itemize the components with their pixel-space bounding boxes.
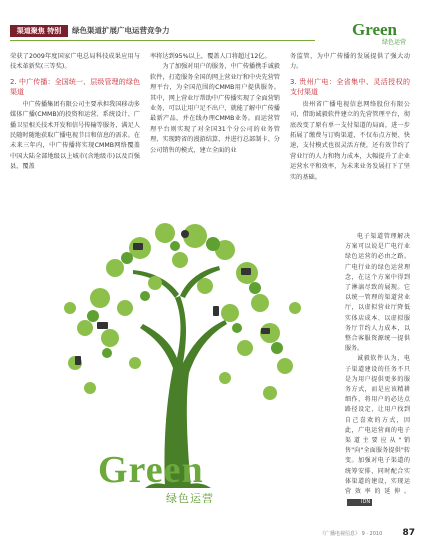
paragraph	[345, 354, 410, 507]
tv-icon	[133, 243, 143, 250]
column-3-continued	[345, 232, 410, 522]
section-badge: 渠道聚焦 特别	[10, 25, 68, 37]
logo-cn: 绿色运营	[382, 39, 407, 46]
end-mark: IDN	[347, 499, 372, 506]
paragraph: 贵州省广播电视信息网络股份有限公司，借助诚毅软件建立的先营管理平台，彻底改变了原有单一支付渠道的局面，进一步拓展了缴费与订购渠道，不仅布点方便、快速，支付模式也很灵活方便，还有效节约了营业厅的人力和物力成本，大幅提升了企业运营水平和效率，为未来业务发展打下了坚实的基础。	[290, 100, 410, 181]
logo-word: Green	[352, 20, 398, 39]
paragraph: 荣获了2009年度国家广电总局科技成果应用与技术革新奖(三等奖)。	[10, 53, 140, 71]
paragraph: 务监管，为中广传播的发展提供了强大动力。	[290, 53, 410, 71]
paragraph: 电子渠道管理解决方案可以说是广电行业绿色运营的必由之路。广电行业的绿色运营理念，在这个方案中得到了淋漓尽致的展现。它以统一管理的渠道营业厅，以虚拟营业厅降低实体店成本、以虚拟服务厅节约人力成本，以整合客服资源统一提供服务。	[345, 233, 410, 353]
green-wordmark-cn: 绿色运营	[166, 492, 214, 505]
paragraph: 率将达到95%以上，覆盖人口将超过12亿。	[150, 53, 271, 60]
section-heading: 3. 贵州广电：全省集中、灵活授权的支付渠道	[290, 77, 410, 96]
running-title: 绿色渠道扩展广电运营竞争力	[72, 26, 170, 35]
paragraph: 中广传播集团有限公司主要承担我国移动多媒体广播(CMMB)的投资和运营、系统设计、广播卫星相关技术开发和信号传输等服务，满足人民随时随地获取广播电视节目和信息的需求。在未来三年内，中广传播将实现CMMB网络覆盖中国大陆全部地级以上城市(含地级市)以及百强县，覆盖	[10, 100, 140, 171]
header-rule	[10, 40, 315, 41]
card-icon	[261, 328, 270, 334]
globe-icon	[181, 230, 189, 238]
mobile-icon	[75, 356, 81, 365]
phone-icon	[213, 306, 219, 316]
page-number: 87	[402, 528, 415, 538]
monitor-icon	[241, 268, 251, 275]
paragraph-text: 诚毅软件认为，电子渠道建设的任务不只是为用户提供更多的服务方式，而是应该精耕细作，将用户的必达点路径设定，让用户找到自己喜欢的方式，因此，广电运营商的电子渠道主要应从"销售"向"全面服务提供"转变。加强对电子渠道的统筹安排，同时配合实体渠道的建设，实现运营效率的延伸。	[345, 355, 410, 496]
green-logo	[352, 20, 412, 46]
page-header	[0, 0, 425, 48]
section-heading: 2. 中广传播：全国统一、层级管理的绿色渠道	[10, 77, 140, 96]
laptop-icon	[97, 322, 108, 329]
paragraph: 为了加强对用户的服务，中广传播携手诚毅软件，打造服务全国的网上营业厅和中央先营管理平台，为全国范围的CMMB用户提供服务。其中，网上营业厅帮助中广传播实现了全面营销业务，可以让用户足不出户，就能了解中广传播最新产品，并在线办理CMMB业务。而运营管理平台则实现了对全国31个分公司的业务管理、实现跨省的漫游结算，并进行总部制卡、分公司销售的模式，建立全面的业	[150, 63, 280, 154]
page-footer	[320, 528, 415, 540]
magazine-issue: 《广播电视信息》 9 · 2010	[320, 531, 383, 537]
green-wordmark: Green	[98, 449, 204, 491]
